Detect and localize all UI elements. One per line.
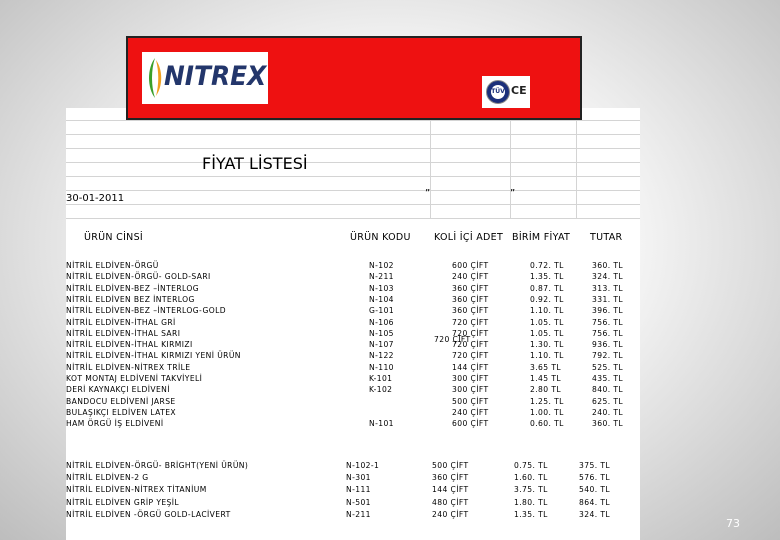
- total-cell: 840. TL: [592, 385, 623, 395]
- box-qty-cell: 500 ÇİFT: [452, 396, 489, 406]
- unit-price-cell: 1.10. TL: [530, 306, 564, 316]
- total-cell: 331. TL: [592, 294, 623, 304]
- grid-line: [66, 148, 640, 149]
- box-qty-cell: 720 ÇİFT: [452, 351, 489, 361]
- product-name-cell: NİTRİL ELDİVEN-2 G: [66, 473, 149, 483]
- box-qty-cell: 720 ÇİFT: [452, 317, 489, 327]
- leaf-icon: [146, 56, 164, 100]
- grid-line: [66, 120, 640, 121]
- total-cell: 756. TL: [592, 328, 623, 338]
- total-cell: 864. TL: [579, 497, 610, 507]
- product-code-cell: N-110: [369, 362, 394, 372]
- product-name-cell: NİTRİL ELDİVEN-ÖRGÜ- BRİGHT(YENİ ÜRÜN): [66, 461, 249, 470]
- product-name-cell: BANDOCU ELDİVENİ JARSE: [66, 396, 176, 406]
- product-code-cell: K-101: [369, 374, 393, 383]
- total-cell: 756. TL: [592, 317, 623, 327]
- grid-line: [66, 176, 640, 177]
- box-qty-cell: 600 ÇİFT: [452, 419, 489, 429]
- nitrex-logo: [142, 52, 268, 104]
- box-qty-cell: 360 ÇİFT: [452, 294, 489, 304]
- product-code-cell: N-501: [346, 497, 371, 507]
- unit-price-cell: 3.65 TL: [530, 362, 561, 372]
- box-qty-cell: 240 ÇİFT: [432, 509, 469, 519]
- unit-price-cell: 1.35. TL: [530, 272, 564, 282]
- header-box-qty: KOLİ İÇİ ADET: [434, 232, 504, 243]
- product-name-cell: NİTRİL ELDİVEN-ÖRGÜ: [66, 261, 159, 270]
- unit-price-cell: 1.30. TL: [530, 340, 564, 350]
- product-code-cell: N-211: [346, 509, 371, 519]
- page-title: FİYAT LİSTESİ: [202, 154, 308, 173]
- total-cell: 576. TL: [579, 473, 610, 483]
- box-qty-cell: 144 ÇİFT: [452, 362, 489, 372]
- unit-price-cell: 3.75. TL: [514, 485, 548, 495]
- product-code-cell: N-122: [369, 351, 394, 361]
- total-cell: 936. TL: [592, 340, 623, 350]
- total-cell: 240. TL: [592, 407, 623, 417]
- total-cell: 360. TL: [592, 419, 623, 429]
- unit-price-cell: 1.05. TL: [530, 317, 564, 327]
- brand-banner: [126, 36, 582, 120]
- product-name-cell: NİTRİL ELDİVEN-İTHAL KIRMIZI YENİ ÜRÜN: [66, 351, 241, 361]
- grid-line: [66, 162, 640, 163]
- price-list-date: 30-01-2011: [66, 193, 125, 204]
- unit-price-cell: 1.05. TL: [530, 328, 564, 338]
- product-code-cell: N-301: [346, 473, 371, 483]
- product-name-cell: NİTRİL ELDİVEN-BEZ –İNTERLOG-GOLD: [66, 306, 227, 316]
- total-cell: 324. TL: [579, 509, 610, 519]
- quote-mark: ”: [510, 188, 516, 199]
- box-qty-cell: 360 ÇİFT: [452, 283, 489, 293]
- unit-price-cell: 0.87. TL: [530, 283, 564, 293]
- box-qty-cell: 480 ÇİFT: [432, 497, 469, 507]
- unit-price-cell: 0.92. TL: [530, 294, 564, 304]
- box-qty-cell: 500 ÇİFT: [432, 461, 469, 470]
- header-total: TUTAR: [590, 232, 623, 243]
- certification-badges: [482, 76, 530, 108]
- unit-price-cell: 0.60. TL: [530, 419, 564, 429]
- quote-mark: ”: [425, 188, 431, 199]
- product-name-cell: NİTRİL ELDİVEN BEZ İNTERLOG: [66, 294, 195, 304]
- total-cell: 792. TL: [592, 351, 623, 361]
- unit-price-cell: 0.72. TL: [530, 261, 564, 270]
- total-cell: 313. TL: [592, 283, 623, 293]
- unit-price-cell: 1.00. TL: [530, 407, 564, 417]
- unit-price-cell: 0.75. TL: [514, 461, 548, 470]
- unit-price-cell: 1.45 TL: [530, 374, 561, 383]
- total-cell: 360. TL: [592, 261, 623, 270]
- product-code-cell: N-102: [369, 261, 394, 270]
- grid-line: [66, 134, 640, 135]
- product-name-cell: NİTRİL ELDİVEN-İTHAL KIRMIZI: [66, 340, 193, 350]
- logo-text: NITREX: [164, 61, 267, 92]
- stray-qty-cell: 720 ÇİFT: [434, 335, 471, 344]
- product-name-cell: NİTRİL ELDİVEN GRİP YEŞİL: [66, 497, 180, 507]
- product-name-cell: NİTRİL ELDİVEN-İTHAL SARI: [66, 328, 181, 338]
- total-cell: 435. TL: [592, 374, 623, 383]
- header-unit-price: BİRİM FİYAT: [512, 232, 571, 243]
- product-name-cell: NİTRİL ELDİVEN -ÖRGÜ GOLD-LACİVERT: [66, 509, 231, 519]
- product-name-cell: KOT MONTAJ ELDİVENİ TAKVİYELİ: [66, 374, 203, 383]
- box-qty-cell: 720 ÇİFT: [452, 328, 489, 338]
- total-cell: 540. TL: [579, 485, 610, 495]
- product-code-cell: N-103: [369, 283, 394, 293]
- box-qty-cell: 240 ÇİFT: [452, 272, 489, 282]
- ce-mark: CE: [511, 84, 527, 97]
- box-qty-cell: 300 ÇİFT: [452, 374, 489, 383]
- tuv-label: TÜV: [491, 85, 505, 99]
- unit-price-cell: 1.80. TL: [514, 497, 548, 507]
- grid-line: [576, 108, 577, 218]
- box-qty-cell: 240 ÇİFT: [452, 407, 489, 417]
- unit-price-cell: 2.80 TL: [530, 385, 561, 395]
- grid-line: [66, 218, 640, 219]
- product-code-cell: K-102: [369, 385, 393, 395]
- grid-line: [510, 108, 511, 218]
- product-code-cell: N-105: [369, 328, 394, 338]
- product-name-cell: BULAŞIKÇI ELDİVEN LATEX: [66, 407, 176, 417]
- grid-line: [430, 108, 431, 218]
- unit-price-cell: 1.25. TL: [530, 396, 564, 406]
- product-code-cell: G-101: [369, 306, 395, 316]
- page-number: 73: [726, 517, 740, 530]
- grid-line: [66, 190, 640, 191]
- total-cell: 525. TL: [592, 362, 623, 372]
- total-cell: 396. TL: [592, 306, 623, 316]
- total-cell: 625. TL: [592, 396, 623, 406]
- product-code-cell: N-101: [369, 419, 394, 429]
- product-code-cell: N-104: [369, 294, 394, 304]
- total-cell: 375. TL: [579, 461, 610, 470]
- box-qty-cell: 360 ÇİFT: [452, 306, 489, 316]
- product-name-cell: NİTRİL ELDİVEN-BEZ –İNTERLOG: [66, 283, 200, 293]
- unit-price-cell: 1.10. TL: [530, 351, 564, 361]
- product-name-cell: NİTRİL ELDİVEN-NİTREX TRİLE: [66, 362, 191, 372]
- product-name-cell: NİTRİL ELDİVEN-NİTREX TİTANİUM: [66, 485, 207, 495]
- total-cell: 324. TL: [592, 272, 623, 282]
- box-qty-cell: 360 ÇİFT: [432, 473, 469, 483]
- box-qty-cell: 600 ÇİFT: [452, 261, 489, 270]
- product-code-cell: N-106: [369, 317, 394, 327]
- product-code-cell: N-111: [346, 485, 371, 495]
- unit-price-cell: 1.35. TL: [514, 509, 548, 519]
- header-product: ÜRÜN CİNSİ: [84, 232, 144, 243]
- product-name-cell: DERİ KAYNAKÇI ELDİVENİ: [66, 385, 170, 395]
- tuv-seal-icon: [486, 80, 510, 104]
- product-code-cell: N-102-1: [346, 461, 380, 470]
- product-name-cell: NİTRİL ELDİVEN-ÖRGÜ- GOLD-SARI: [66, 272, 211, 282]
- header-code: ÜRÜN KODU: [350, 232, 411, 243]
- unit-price-cell: 1.60. TL: [514, 473, 548, 483]
- box-qty-cell: 300 ÇİFT: [452, 385, 489, 395]
- product-code-cell: N-211: [369, 272, 394, 282]
- box-qty-cell: 144 ÇİFT: [432, 485, 469, 495]
- grid-line: [66, 204, 640, 205]
- product-name-cell: HAM ÖRGÜ İŞ ELDİVENİ: [66, 419, 164, 429]
- product-name-cell: NİTRİL ELDİVEN-İTHAL GRİ: [66, 317, 176, 327]
- box-qty-cell: 720 ÇİFT: [452, 340, 489, 350]
- product-code-cell: N-107: [369, 340, 394, 350]
